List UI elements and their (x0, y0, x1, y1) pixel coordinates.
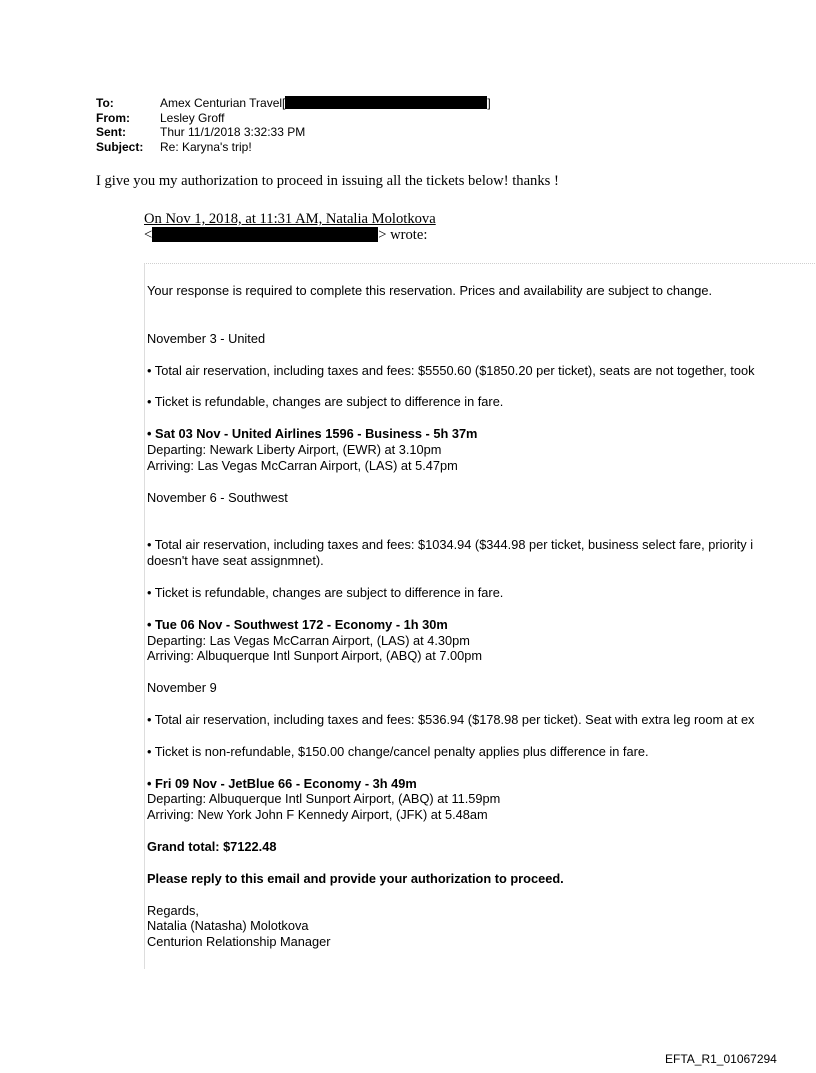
to-label: To: (96, 96, 114, 110)
leg1-arriving: Arriving: Las Vegas McCarran Airport, (LAS) at 5.47pm (147, 457, 458, 473)
document-id: EFTA_R1_01067294 (665, 1052, 777, 1066)
to-row (96, 96, 491, 111)
leg2-departing: Departing: Las Vegas McCarran Airport, (LAS) at 4.30pm (147, 632, 470, 648)
leg1-refund: • Ticket is refundable, changes are subject to difference in fare. (147, 394, 504, 410)
leg1-total: • Total air reservation, including taxes and fees: $5550.60 ($1850.20 per ticket), seats are not together, took (147, 362, 755, 378)
leg1-departing: Departing: Newark Liberty Airport, (EWR) at 3.10pm (147, 441, 442, 457)
from-row (96, 111, 491, 126)
subject-value: Re: Karyna's trip! (160, 139, 252, 154)
leg2-arriving: Arriving: Albuquerque Intl Sunport Airport, (ABQ) at 7.00pm (147, 648, 483, 664)
leg3-flight: • Fri 09 Nov - JetBlue 66 - Economy - 3h 49m (147, 775, 417, 791)
redaction-bar (152, 227, 378, 242)
leg1-flight: • Sat 03 Nov - United Airlines 1596 - Business - 5h 37m (147, 426, 478, 442)
sent-label: Sent: (96, 125, 126, 140)
from-label: From: (96, 110, 130, 125)
leg2-total: • Total air reservation, including taxes and fees: $1034.94 ($344.98 per ticket, business select fare, priority i (147, 537, 754, 553)
leg1-heading: November 3 - United (147, 330, 266, 346)
subject-row (96, 140, 491, 155)
signature-name: Natalia (Natasha) Molotkova (147, 918, 309, 934)
quoted-message-body (147, 283, 816, 950)
authorization-request: Please reply to this email and provide your authorization to proceed. (147, 870, 564, 886)
email-header (96, 96, 491, 154)
leg2-total-cont: doesn't have seat assignmnet). (147, 553, 324, 569)
to-close: ] (487, 96, 491, 110)
from-value: Lesley Groff (160, 110, 225, 125)
leg3-departing: Departing: Albuquerque Intl Sunport Airport, (ABQ) at 11.59pm (147, 791, 501, 807)
leg2-heading: November 6 - Southwest (147, 489, 288, 505)
email-open: < (144, 227, 153, 243)
leg3-refund: • Ticket is non-refundable, $150.00 change/cancel penalty applies plus difference in fare. (147, 743, 649, 759)
leg2-flight: • Tue 06 Nov - Southwest 172 - Economy - 1h 30m (147, 616, 448, 632)
redaction-bar (285, 96, 487, 109)
sent-row (96, 125, 491, 140)
wrote-text: > wrote: (378, 227, 428, 243)
leg2-refund: • Ticket is refundable, changes are subject to difference in fare. (147, 584, 504, 600)
to-value: Amex Centurian Travel[ (160, 96, 286, 110)
leg3-total: • Total air reservation, including taxes and fees: $536.94 ($178.98 per ticket). Seat with extra leg room at ex (147, 711, 755, 727)
signature-title: Centurion Relationship Manager (147, 934, 331, 950)
reply-text: I give you my authorization to proceed in issuing all the tickets below! thanks ! (96, 173, 559, 189)
attribution-line: On Nov 1, 2018, at 11:31 AM, Natalia Molotkova (144, 211, 436, 227)
leg3-heading: November 9 (147, 680, 217, 696)
quote-attribution (144, 211, 436, 243)
regards: Regards, (147, 902, 199, 918)
sent-value: Thur 11/1/2018 3:32:33 PM (160, 125, 306, 140)
subject-label: Subject: (96, 139, 144, 154)
grand-total: Grand total: $7122.48 (147, 838, 277, 854)
intro-line: Your response is required to complete this reservation. Prices and availability are subject to change. (147, 283, 713, 298)
attribution-email-line (144, 227, 436, 243)
leg3-arriving: Arriving: New York John F Kennedy Airport, (JFK) at 5.48am (147, 807, 488, 823)
